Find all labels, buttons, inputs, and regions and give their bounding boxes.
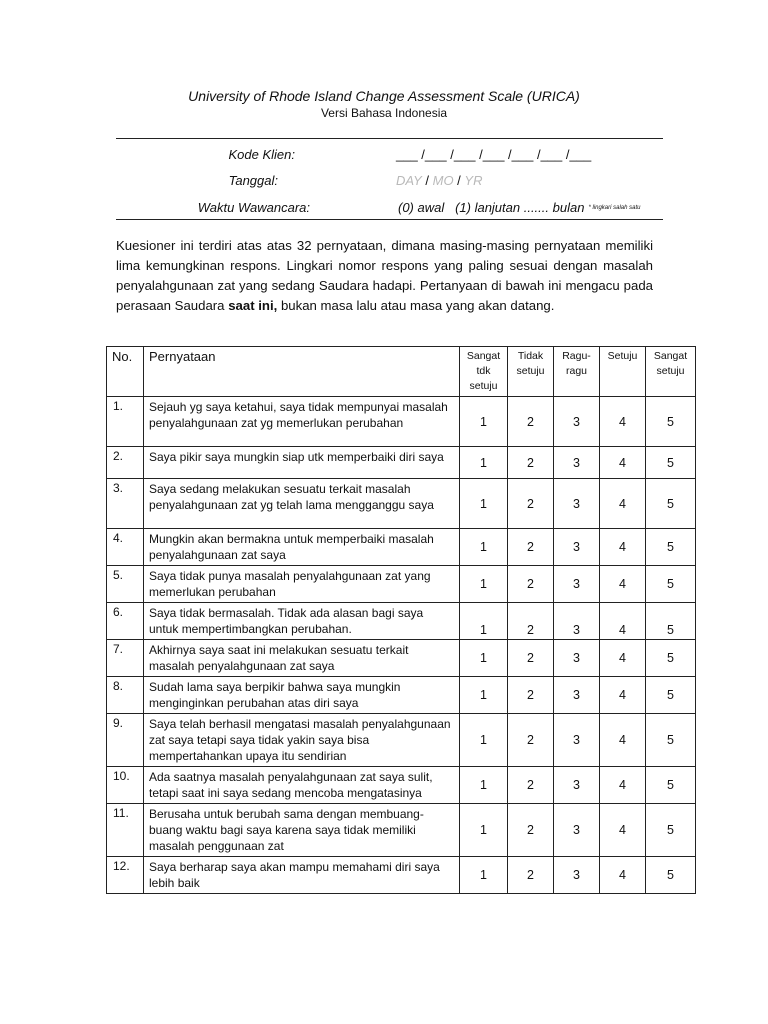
client-code-field[interactable]: ___ /___ /___ /___ /___ /___ /___ xyxy=(396,147,592,162)
response-option-5[interactable]: 5 xyxy=(646,529,696,566)
response-option-1[interactable]: 1 xyxy=(460,714,508,767)
response-option-2[interactable]: 2 xyxy=(508,479,554,529)
response-option-3[interactable]: 3 xyxy=(554,804,600,857)
item-number: 4. xyxy=(107,529,144,566)
table-row xyxy=(107,447,696,479)
table-row xyxy=(107,714,696,767)
response-option-4[interactable]: 4 xyxy=(600,603,646,640)
response-option-5[interactable]: 5 xyxy=(646,714,696,767)
response-option-5[interactable]: 5 xyxy=(646,767,696,804)
response-option-5[interactable]: 5 xyxy=(646,566,696,603)
response-option-2[interactable]: 2 xyxy=(508,529,554,566)
response-option-2[interactable]: 2 xyxy=(508,566,554,603)
header-option-undecided: Ragu-ragu xyxy=(554,347,600,397)
item-statement: Sejauh yg saya ketahui, saya tidak mempunyai masalah penyalahgunaan zat yg memerlukan perubahan xyxy=(144,397,460,447)
response-option-5[interactable]: 5 xyxy=(646,603,696,640)
header-no: No. xyxy=(107,347,144,397)
item-statement: Saya telah berhasil mengatasi masalah penyalahgunaan zat saya tetapi saya tidak yakin saya bisa mempertahankan upaya itu sendirian xyxy=(144,714,460,767)
item-statement: Ada saatnya masalah penyalahgunaan zat saya sulit, tetapi saat ini saya sedang mencoba mengatasinya xyxy=(144,767,460,804)
item-statement: Saya sedang melakukan sesuatu terkait masalah penyalahgunaan zat yg telah lama mengganggu saya xyxy=(144,479,460,529)
header-option-strongly-agree: Sangat setuju xyxy=(646,347,696,397)
response-option-2[interactable]: 2 xyxy=(508,640,554,677)
response-option-2[interactable]: 2 xyxy=(508,857,554,894)
instructions-text: Kuesioner ini terdiri atas atas 32 pernyataan, dimana masing-masing pernyataan memiliki lima kemungkinan respons. Lingkari nomor respons yang paling sesuai dengan masalah penyalahgunaan zat yang sedang Saudara hadapi. Pertanyaan di bawah ini mengacu pada perasaan Saudara xyxy=(116,238,653,313)
response-option-1[interactable]: 1 xyxy=(460,767,508,804)
date-year-placeholder: YR xyxy=(464,173,483,188)
response-option-4[interactable]: 4 xyxy=(600,714,646,767)
date-day-placeholder: DAY xyxy=(396,173,422,188)
response-option-5[interactable]: 5 xyxy=(646,447,696,479)
item-number: 6. xyxy=(107,603,144,640)
response-option-4[interactable]: 4 xyxy=(600,397,646,447)
instructions-text-end: bukan masa lalu atau masa yang akan datang. xyxy=(277,298,555,313)
table-row xyxy=(107,397,696,447)
date-separator: / xyxy=(421,173,433,188)
table-row xyxy=(107,529,696,566)
date-field[interactable] xyxy=(396,173,482,188)
item-statement: Saya berharap saya akan mampu memahami diri saya lebih baik xyxy=(144,857,460,894)
circle-one-note: * lingkari salah satu xyxy=(588,205,641,211)
response-option-2[interactable]: 2 xyxy=(508,804,554,857)
response-option-1[interactable]: 1 xyxy=(460,397,508,447)
item-number: 8. xyxy=(107,677,144,714)
item-statement: Akhirnya saya saat ini melakukan sesuatu terkait masalah penyalahgunaan zat saya xyxy=(144,640,460,677)
response-option-4[interactable]: 4 xyxy=(600,479,646,529)
item-number: 1. xyxy=(107,397,144,447)
response-option-4[interactable]: 4 xyxy=(600,640,646,677)
item-statement: Saya pikir saya mungkin siap utk memperbaiki diri saya xyxy=(144,447,460,479)
response-option-4[interactable]: 4 xyxy=(600,529,646,566)
response-option-3[interactable]: 3 xyxy=(554,447,600,479)
response-option-5[interactable]: 5 xyxy=(646,640,696,677)
response-option-3[interactable]: 3 xyxy=(554,640,600,677)
response-option-3[interactable]: 3 xyxy=(554,603,600,640)
response-option-3[interactable]: 3 xyxy=(554,677,600,714)
response-option-5[interactable]: 5 xyxy=(646,804,696,857)
response-option-1[interactable]: 1 xyxy=(460,529,508,566)
document-subtitle: Versi Bahasa Indonesia xyxy=(320,106,448,120)
interview-time-label: Waktu Wawancara: xyxy=(197,200,310,215)
item-number: 9. xyxy=(107,714,144,767)
response-option-1[interactable]: 1 xyxy=(460,640,508,677)
item-number: 10. xyxy=(107,767,144,804)
response-option-1[interactable]: 1 xyxy=(460,677,508,714)
date-separator: / xyxy=(453,173,465,188)
header-option-disagree: Tidak setuju xyxy=(508,347,554,397)
response-option-1[interactable]: 1 xyxy=(460,804,508,857)
interview-time-options: (0) awal (1) lanjutan ....... bulan xyxy=(398,200,585,215)
response-option-1[interactable]: 1 xyxy=(460,857,508,894)
table-row xyxy=(107,603,696,640)
item-statement: Mungkin akan bermakna untuk memperbaiki masalah penyalahgunaan zat saya xyxy=(144,529,460,566)
response-option-4[interactable]: 4 xyxy=(600,677,646,714)
response-option-3[interactable]: 3 xyxy=(554,479,600,529)
item-number: 3. xyxy=(107,479,144,529)
client-code-label: Kode Klien: xyxy=(228,147,295,162)
response-option-3[interactable]: 3 xyxy=(554,857,600,894)
instructions-paragraph xyxy=(116,236,653,316)
response-option-1[interactable]: 1 xyxy=(460,479,508,529)
response-option-3[interactable]: 3 xyxy=(554,529,600,566)
table-row xyxy=(107,640,696,677)
item-statement: Sudah lama saya berpikir bahwa saya mungkin menginginkan perubahan atas diri saya xyxy=(144,677,460,714)
response-option-4[interactable]: 4 xyxy=(600,767,646,804)
response-option-5[interactable]: 5 xyxy=(646,397,696,447)
response-option-2[interactable]: 2 xyxy=(508,603,554,640)
questionnaire-table xyxy=(106,346,696,894)
table-row xyxy=(107,479,696,529)
response-option-1[interactable]: 1 xyxy=(460,603,508,640)
response-option-3[interactable]: 3 xyxy=(554,397,600,447)
table-row xyxy=(107,566,696,603)
header-bottom-rule xyxy=(116,219,663,220)
response-option-3[interactable]: 3 xyxy=(554,714,600,767)
date-month-placeholder: MO xyxy=(432,173,454,188)
item-number: 12. xyxy=(107,857,144,894)
item-number: 2. xyxy=(107,447,144,479)
response-option-2[interactable]: 2 xyxy=(508,447,554,479)
header-option-strongly-disagree: Sangat tdk setuju xyxy=(460,347,508,397)
item-statement: Berusaha untuk berubah sama dengan membuang-buang waktu bagi saya karena saya tidak memiliki masalah penggunaan zat xyxy=(144,804,460,857)
response-option-4[interactable]: 4 xyxy=(600,447,646,479)
response-option-5[interactable]: 5 xyxy=(646,857,696,894)
item-number: 7. xyxy=(107,640,144,677)
response-option-1[interactable]: 1 xyxy=(460,447,508,479)
response-option-2[interactable]: 2 xyxy=(508,677,554,714)
header-option-agree: Setuju xyxy=(600,347,646,397)
response-option-2[interactable]: 2 xyxy=(508,767,554,804)
response-option-5[interactable]: 5 xyxy=(646,479,696,529)
response-option-1[interactable]: 1 xyxy=(460,566,508,603)
item-number: 11. xyxy=(107,804,144,857)
header-top-rule xyxy=(116,138,663,139)
item-number: 5. xyxy=(107,566,144,603)
response-option-4[interactable]: 4 xyxy=(600,857,646,894)
instructions-emphasis: saat ini, xyxy=(228,298,278,313)
interview-time-field[interactable] xyxy=(398,200,640,215)
table-row xyxy=(107,767,696,804)
date-label: Tanggal: xyxy=(228,173,278,188)
response-option-3[interactable]: 3 xyxy=(554,566,600,603)
response-option-5[interactable]: 5 xyxy=(646,677,696,714)
table-header-row xyxy=(107,347,696,397)
response-option-4[interactable]: 4 xyxy=(600,566,646,603)
table-row xyxy=(107,677,696,714)
response-option-4[interactable]: 4 xyxy=(600,804,646,857)
item-statement: Saya tidak bermasalah. Tidak ada alasan bagi saya untuk mempertimbangkan perubahan. xyxy=(144,603,460,640)
item-statement: Saya tidak punya masalah penyalahgunaan zat yang memerlukan perubahan xyxy=(144,566,460,603)
document-title: University of Rhode Island Change Assessment Scale (URICA) xyxy=(188,88,580,104)
response-option-2[interactable]: 2 xyxy=(508,397,554,447)
table-row xyxy=(107,804,696,857)
response-option-2[interactable]: 2 xyxy=(508,714,554,767)
response-option-3[interactable]: 3 xyxy=(554,767,600,804)
header-statement: Pernyataan xyxy=(144,347,460,397)
table-row xyxy=(107,857,696,894)
